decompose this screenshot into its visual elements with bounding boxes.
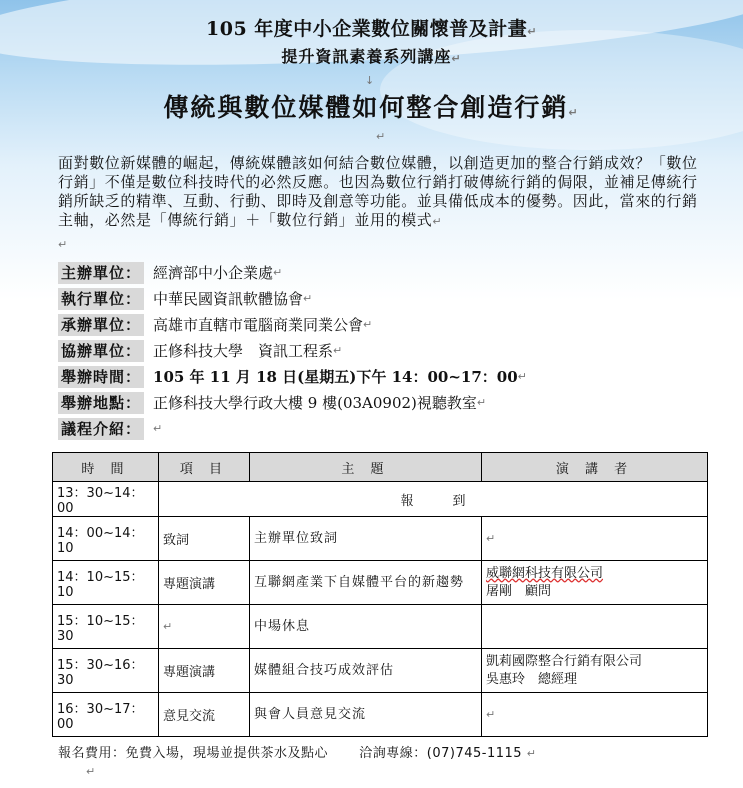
paragraph-mark-icon: ↵ (273, 266, 283, 279)
table-row (53, 693, 708, 737)
header-topic: 主 題 (250, 453, 482, 482)
paragraph-mark-icon: ↵ (363, 318, 373, 331)
paragraph-mark-icon: ↵ (568, 106, 580, 119)
cell-topic: 互聯網產業下自媒體平台的新趨勢 (250, 561, 482, 605)
table-row (53, 605, 708, 649)
cell-item: 意見交流 (159, 693, 250, 737)
info-value: 正修科技大學行政大樓 9 樓(03A0902)視聽教室 (153, 394, 477, 412)
cell-time: 15：30~16：30 (53, 649, 159, 693)
paragraph-mark-icon: ↵ (86, 765, 96, 778)
table-row (53, 649, 708, 693)
cell-topic: 與會人員意見交流 (250, 693, 482, 737)
info-agenda (58, 418, 162, 440)
paragraph-mark-icon: ↵ (486, 708, 496, 721)
paragraph-mark-icon: ↵ (432, 215, 443, 228)
paragraph-mark-icon: ↵ (451, 52, 462, 65)
header-speaker: 演 講 者 (482, 453, 708, 482)
agenda-table (52, 452, 708, 737)
paragraph-mark-icon: ↵ (526, 747, 537, 760)
cell-speaker (482, 517, 708, 561)
footer-note (58, 742, 536, 761)
cell-topic: 媒體組合技巧成效評估 (250, 649, 482, 693)
info-label: 議程介紹： (58, 418, 144, 440)
paragraph-mark-icon: ↵ (517, 370, 527, 383)
cell-time: 16：30~17：00 (53, 693, 159, 737)
cell-item (159, 605, 250, 649)
table-row (53, 561, 708, 605)
program-title (0, 14, 743, 41)
info-co-organizer (58, 340, 342, 362)
table-row (53, 517, 708, 561)
paragraph-mark-icon: ↵ (58, 238, 68, 251)
info-venue (58, 392, 486, 414)
speaker-name: 屠剛 顧問 (486, 583, 552, 599)
info-label: 執行單位： (58, 288, 144, 310)
info-label: 主辦單位： (58, 262, 144, 284)
line-break-arrow-icon: ↓ (365, 74, 375, 87)
cell-speaker (482, 561, 708, 605)
cell-checkin: 報 到 (159, 482, 708, 517)
paragraph-mark-icon: ↵ (476, 396, 487, 409)
series-title-text: 提升資訊素養系列講座 (281, 47, 452, 66)
info-value: 經濟部中小企業處 (153, 264, 274, 282)
paragraph-mark-icon: ↵ (527, 25, 537, 38)
info-label: 承辦單位： (58, 314, 144, 336)
cell-time: 14：10~15：10 (53, 561, 159, 605)
speaker-name: 吳惠玲 總經理 (486, 671, 578, 687)
info-label: 舉辦時間： (58, 366, 144, 388)
cell-time: 15：10~15：30 (53, 605, 159, 649)
info-value: 105 年 11 月 18 日(星期五)下午 14：00~17：00 (153, 368, 518, 386)
series-title (0, 44, 743, 67)
info-time (58, 366, 527, 388)
header-time: 時 間 (53, 453, 159, 482)
paragraph-mark-icon: ↵ (303, 292, 313, 305)
info-label: 舉辦地點： (58, 392, 144, 414)
lecture-title-text: 傳統與數位媒體如何整合創造行銷 (163, 93, 569, 122)
cell-speaker (482, 649, 708, 693)
info-host (58, 314, 372, 336)
footer-fee: 報名費用：免費入場，現場並提供茶水及點心 (58, 746, 329, 761)
cell-time: 13：30~14：00 (53, 482, 159, 517)
cell-topic: 主辦單位致詞 (250, 517, 482, 561)
paragraph-mark-icon: ↵ (486, 532, 496, 545)
cell-topic: 中場休息 (250, 605, 482, 649)
program-title-text: 105 年度中小企業數位關懷普及計畫 (206, 18, 528, 40)
cell-item: 專題演講 (159, 561, 250, 605)
speaker-org: 威聯網科技有限公司 (486, 565, 604, 581)
paragraph-mark-icon: ↵ (163, 620, 173, 633)
footer-hotline: 洽詢專線：(07)745-1115 (359, 746, 523, 761)
intro-paragraph (58, 154, 708, 231)
header-item: 項 目 (159, 453, 250, 482)
info-value: 正修科技大學 資訊工程系 (153, 342, 334, 360)
speaker-org: 凱莉國際整合行銷有限公司 (486, 653, 643, 669)
info-label: 協辦單位： (58, 340, 144, 362)
cell-speaker (482, 693, 708, 737)
intro-text: 面對數位新媒體的崛起，傳統媒體該如何結合數位媒體，以創造更加的整合行銷成效？「數位行銷」不僅是數位科技時代的必然反應。也因為數位行銷打破傳統行銷的侷限，並補足傳統行銷所缺乏的精準、互動、行動、即時及創意等功能。並具備低成本的優勢。因此，當來的行銷主軸，必然是「傳統行銷」＋「數位行銷」並用的模式 (58, 154, 698, 229)
info-value: 高雄市直轄市電腦商業同業公會 (153, 316, 364, 334)
cell-time: 14：00~14：10 (53, 517, 159, 561)
info-value: 中華民國資訊軟體協會 (153, 290, 304, 308)
cell-speaker (482, 605, 708, 649)
table-header-row (53, 453, 708, 482)
lecture-title (0, 88, 743, 124)
table-row-checkin (53, 482, 708, 517)
cell-item: 致詞 (159, 517, 250, 561)
paragraph-mark-icon: ↵ (153, 422, 163, 435)
paragraph-mark-icon: ↵ (376, 130, 386, 143)
paragraph-mark-icon: ↵ (333, 344, 343, 357)
info-organizer (58, 262, 282, 284)
info-executor (58, 288, 312, 310)
cell-item: 專題演講 (159, 649, 250, 693)
